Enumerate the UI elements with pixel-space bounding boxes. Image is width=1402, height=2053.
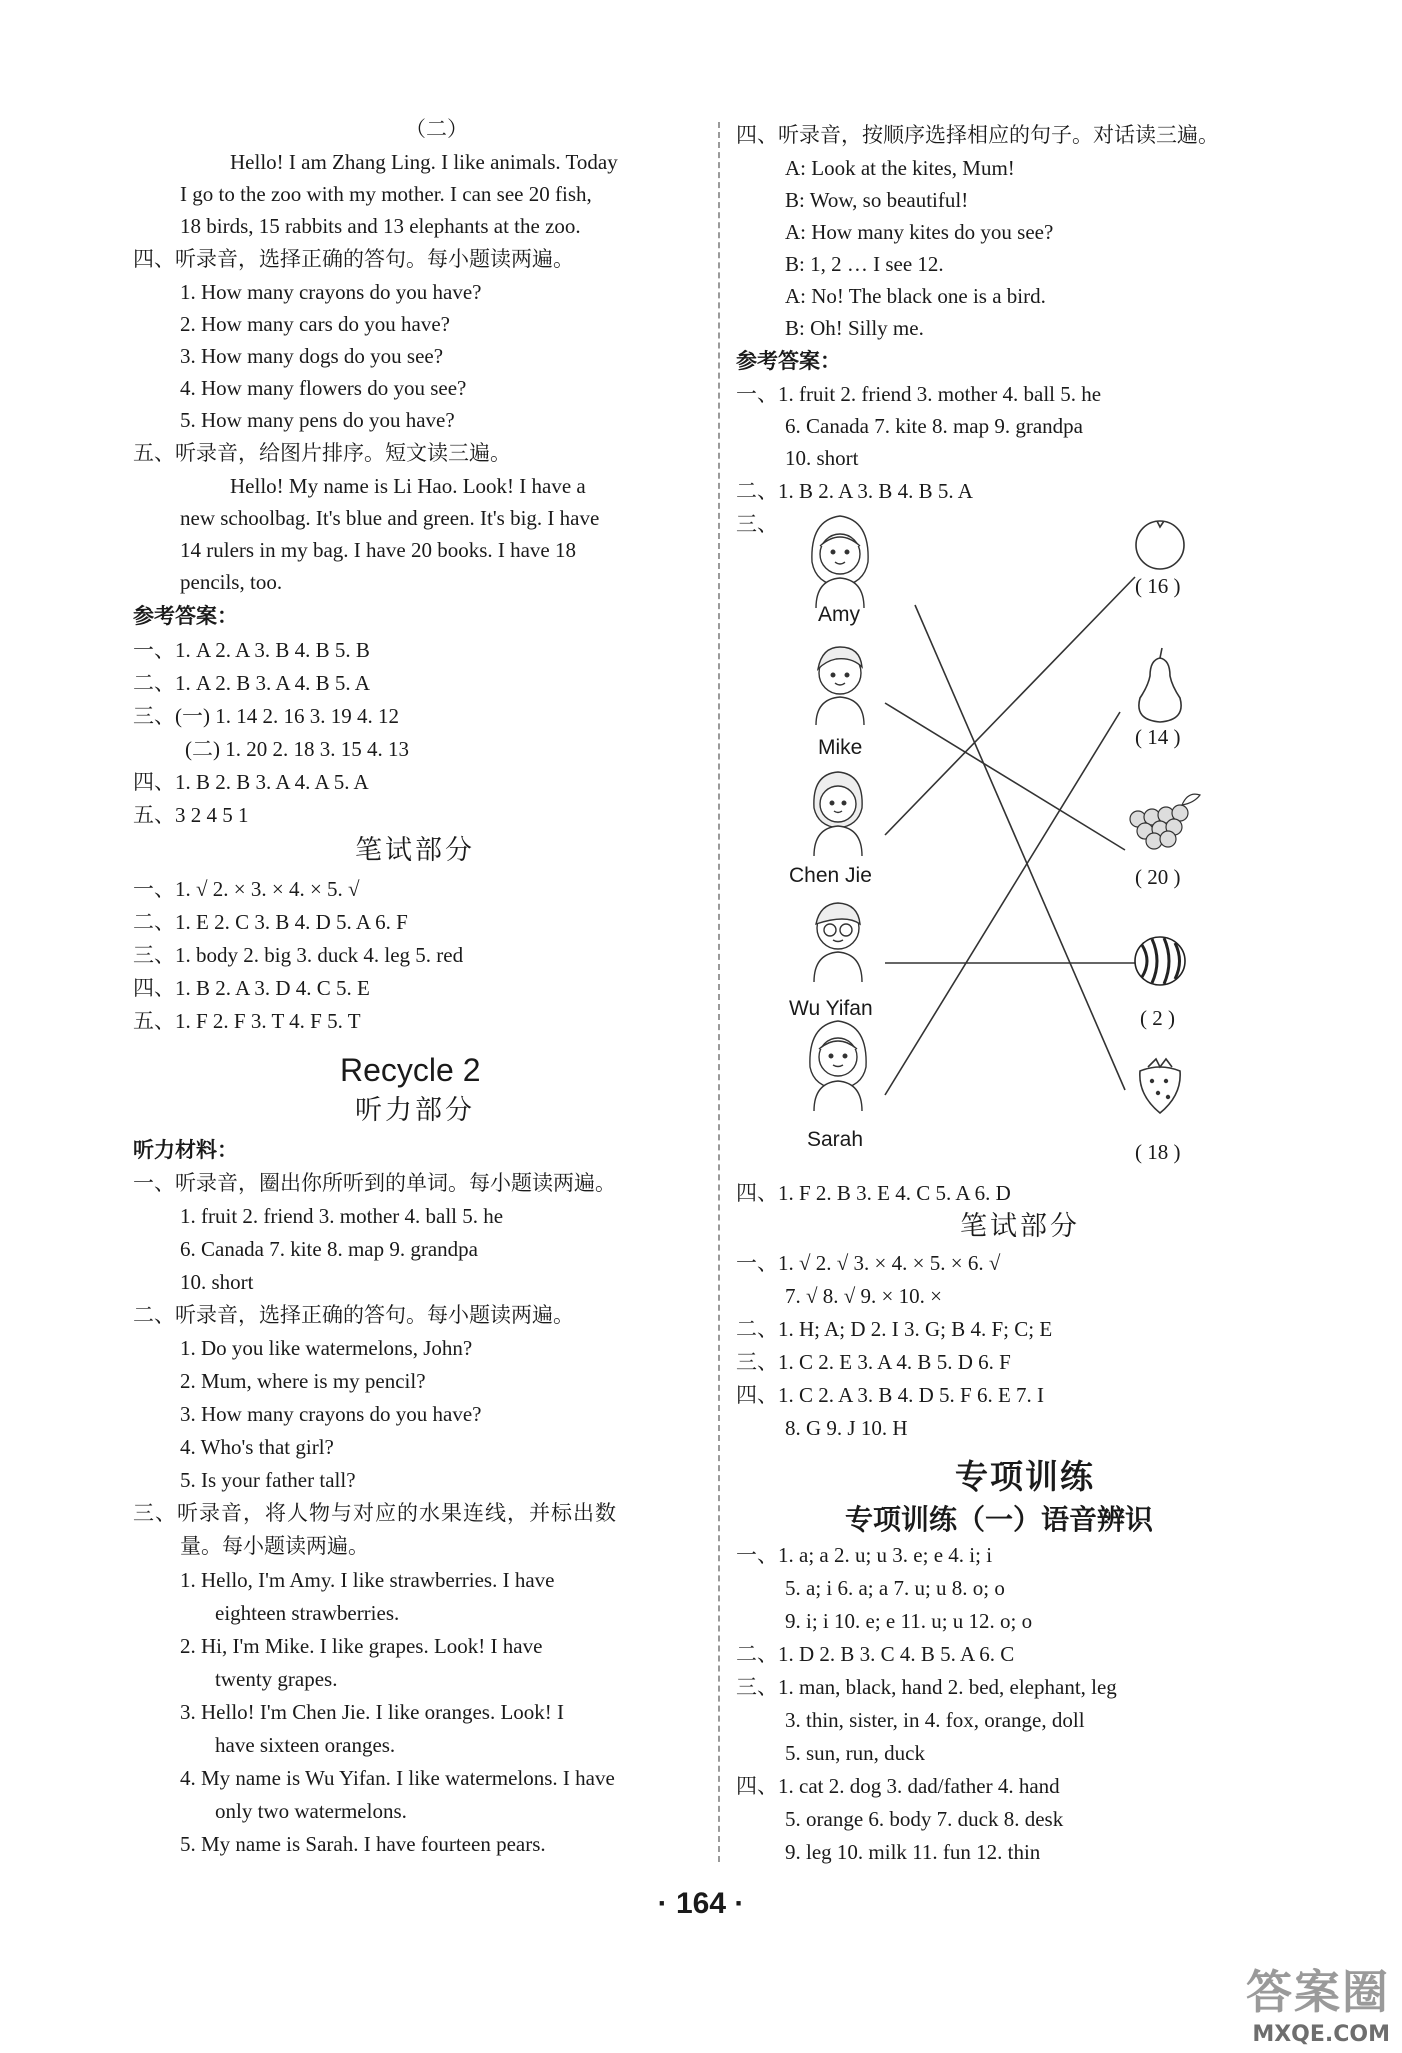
answer-line: 四、1. C 2. A 3. B 4. D 5. F 6. E 7. I: [736, 1383, 1045, 1407]
section-title: 量。每小题读两遍。: [180, 1534, 369, 1558]
watermelon-icon: [1135, 937, 1185, 985]
answer-line: 一、1. √ 2. √ 3. × 4. × 5. × 6. √: [736, 1251, 1001, 1275]
material-title: 听力材料：: [133, 1138, 238, 1162]
listen-title: 听力部分: [355, 1095, 475, 1126]
section-title: 二、听录音，选择正确的答句。每小题读两遍。: [133, 1303, 574, 1327]
answer-line: 三、(一) 1. 14 2. 16 3. 19 4. 12: [133, 704, 399, 728]
orange-icon: [1136, 521, 1184, 569]
answer-line: 二、1. B 2. A 3. B 4. B 5. A: [736, 479, 973, 503]
list-item: 6. Canada 7. kite 8. map 9. grandpa: [180, 1237, 478, 1261]
person-amy-icon: [812, 516, 868, 608]
list-item: 2. How many cars do you have?: [180, 312, 451, 336]
list-item: only two watermelons.: [215, 1799, 407, 1823]
dialog-line: B: Oh! Silly me.: [785, 316, 924, 340]
answer-line: 五、3 2 4 5 1: [133, 803, 249, 827]
answer-line: 二、1. E 2. C 3. B 4. D 5. A 6. F: [133, 910, 408, 934]
list-item: 2. Mum, where is my pencil?: [180, 1369, 426, 1393]
match-line-sarah-pear: [885, 712, 1120, 1095]
special-title: 专项训练: [955, 1457, 1095, 1496]
person-name: Mike: [818, 736, 863, 759]
person-name: Chen Jie: [789, 864, 872, 887]
story-line: 14 rulers in my bag. I have 20 books. I have 18: [180, 538, 576, 562]
answers-title: 参考答案：: [133, 604, 238, 628]
match-line-mike-grapes: [885, 703, 1125, 850]
list-item: eighteen strawberries.: [215, 1601, 400, 1625]
list-item: 4. How many flowers do you see?: [180, 376, 467, 400]
section-title: 一、听录音，圈出你所听到的单词。每小题读两遍。: [133, 1171, 616, 1195]
answer-line: 5. sun, run, duck: [785, 1741, 925, 1765]
dialog-line: B: Wow, so beautiful!: [785, 188, 969, 212]
match-line-chenjie-orange: [885, 577, 1135, 835]
story-line: Hello! I am Zhang Ling. I like animals. Today: [230, 150, 618, 174]
answer-line: 7. √ 8. √ 9. × 10. ×: [785, 1284, 942, 1308]
answer-line: 四、1. B 2. A 3. D 4. C 5. E: [133, 976, 370, 1000]
fruit-count: ( 14 ): [1135, 725, 1181, 749]
answer-line: 9. i; i 10. e; e 11. u; u 12. o; o: [785, 1609, 1033, 1633]
match-line-amy-strawberry: [915, 605, 1125, 1090]
list-item: 2. Hi, I'm Mike. I like grapes. Look! I have: [180, 1634, 543, 1658]
list-item: 3. Hello! I'm Chen Jie. I like oranges. Look! I: [180, 1700, 565, 1724]
answer-line: 三、: [736, 512, 778, 536]
answer-line: 三、1. man, black, hand 2. bed, elephant, leg: [736, 1675, 1117, 1699]
answer-line: 四、1. F 2. B 3. E 4. C 5. A 6. D: [736, 1181, 1011, 1205]
person-name: Sarah: [807, 1128, 864, 1151]
list-item: 5. My name is Sarah. I have fourteen pears.: [180, 1832, 546, 1856]
answer-line: 一、1. √ 2. × 3. × 4. × 5. √: [133, 877, 360, 901]
written-title: 笔试部分: [960, 1211, 1080, 1242]
answers-title: 参考答案：: [736, 349, 841, 373]
person-mike-icon: [816, 647, 864, 725]
fruit-count: ( 2 ): [1140, 1006, 1175, 1030]
answer-line: 一、1. fruit 2. friend 3. mother 4. ball 5. he: [736, 382, 1102, 406]
dialog-line: A: How many kites do you see?: [785, 220, 1054, 244]
section-title: 三、听录音，将人物与对应的水果连线，并标出数: [133, 1501, 617, 1525]
story-line: I go to the zoo with my mother. I can see 20 fish,: [180, 182, 592, 206]
written-title: 笔试部分: [355, 835, 475, 866]
person-name: Wu Yifan: [789, 997, 873, 1020]
match-lines: [885, 577, 1135, 1095]
dialog-line: A: No! The black one is a bird.: [785, 284, 1046, 308]
list-item: 1. How many crayons do you have?: [180, 280, 482, 304]
fruit-count: ( 16 ): [1135, 574, 1181, 598]
page-number: · 164 ·: [657, 1887, 745, 1920]
dialog-line: A: Look at the kites, Mum!: [785, 156, 1015, 180]
list-item: 10. short: [180, 1270, 254, 1294]
answer-line: 一、1. a; a 2. u; u 3. e; e 4. i; i: [736, 1543, 993, 1567]
list-item: 1. Do you like watermelons, John?: [180, 1336, 473, 1360]
watermark-logo: 答案圈: [1246, 1965, 1390, 2019]
story-line: pencils, too.: [180, 570, 283, 594]
list-item: 3. How many crayons do you have?: [180, 1402, 482, 1426]
answer-line: 三、1. body 2. big 3. duck 4. leg 5. red: [133, 943, 464, 967]
pear-icon: [1139, 648, 1181, 722]
section-title: 四、听录音，选择正确的答句。每小题读两遍。: [133, 247, 574, 271]
answer-line: 四、1. cat 2. dog 3. dad/father 4. hand: [736, 1774, 1060, 1798]
answer-line: 五、1. F 2. F 3. T 4. F 5. T: [133, 1009, 361, 1033]
grapes-icon: [1130, 794, 1200, 849]
list-item: twenty grapes.: [215, 1667, 338, 1691]
column-divider: [718, 122, 720, 1862]
answer-line: 5. a; i 6. a; a 7. u; u 8. o; o: [785, 1576, 1005, 1600]
section-title: 四、听录音，按顺序选择相应的句子。对话读三遍。: [736, 123, 1219, 147]
story-line: 18 birds, 15 rabbits and 13 elephants at the zoo.: [180, 214, 581, 238]
answer-line: 四、1. B 2. B 3. A 4. A 5. A: [133, 770, 369, 794]
answer-line: 5. orange 6. body 7. duck 8. desk: [785, 1807, 1064, 1831]
list-item: 4. Who's that girl?: [180, 1435, 334, 1459]
answer-line: 三、1. C 2. E 3. A 4. B 5. D 6. F: [736, 1350, 1011, 1374]
answer-line: 二、1. H; A; D 2. I 3. G; B 4. F; C; E: [736, 1317, 1053, 1341]
list-item: 1. Hello, I'm Amy. I like strawberries. I have: [180, 1568, 555, 1592]
list-item: 4. My name is Wu Yifan. I like watermelons. I have: [180, 1766, 615, 1790]
answer-line: 9. leg 10. milk 11. fun 12. thin: [785, 1840, 1041, 1864]
recycle-title: Recycle 2: [340, 1052, 481, 1088]
list-item: 5. How many pens do you have?: [180, 408, 455, 432]
answer-line: 3. thin, sister, in 4. fox, orange, doll: [785, 1708, 1085, 1732]
dialog-line: B: 1, 2 … I see 12.: [785, 252, 944, 276]
person-name: Amy: [818, 603, 860, 626]
special-subtitle: 专项训练（一）语音辨识: [845, 1503, 1154, 1536]
watermark-url: MXQE.COM: [1252, 2022, 1390, 2047]
answer-line: 8. G 9. J 10. H: [785, 1416, 908, 1440]
fruit-count: ( 20 ): [1135, 865, 1181, 889]
answer-line: 10. short: [785, 446, 859, 470]
strawberry-icon: [1140, 1059, 1180, 1113]
answer-line: 二、1. A 2. B 3. A 4. B 5. A: [133, 671, 370, 695]
story-heading: （二）: [405, 117, 468, 141]
answer-line: 一、1. A 2. A 3. B 4. B 5. B: [133, 638, 370, 662]
list-item: 3. How many dogs do you see?: [180, 344, 444, 368]
watermark: [1246, 1956, 1390, 2047]
person-wuyifan-icon: [814, 903, 862, 982]
list-item: 5. Is your father tall?: [180, 1468, 356, 1492]
fruit-count: ( 18 ): [1135, 1140, 1181, 1164]
story-line: Hello! My name is Li Hao. Look! I have a: [230, 474, 586, 498]
person-sarah-icon: [810, 1021, 866, 1111]
story-line: new schoolbag. It's blue and green. It's big. I have: [180, 506, 600, 530]
person-chenjie-icon: [814, 772, 862, 856]
answer-line: 二、1. D 2. B 3. C 4. B 5. A 6. C: [736, 1642, 1015, 1666]
answer-line: (二) 1. 20 2. 18 3. 15 4. 13: [185, 737, 409, 761]
answer-line: 6. Canada 7. kite 8. map 9. grandpa: [785, 414, 1083, 438]
list-item: have sixteen oranges.: [215, 1733, 396, 1757]
section-title: 五、听录音，给图片排序。短文读三遍。: [133, 441, 511, 465]
list-item: 1. fruit 2. friend 3. mother 4. ball 5. he: [180, 1204, 504, 1228]
